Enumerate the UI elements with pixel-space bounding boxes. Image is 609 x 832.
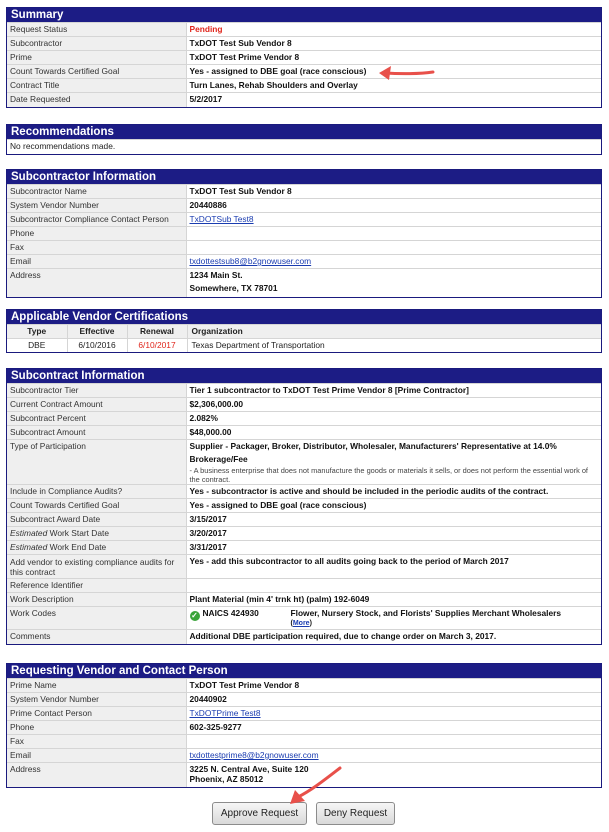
table-row: Subcontractor Compliance Contact Person TxDOTSub Test8 xyxy=(7,213,601,227)
summary-table xyxy=(7,22,601,107)
table-row: Phone 602-325-9277 xyxy=(7,721,601,735)
table-row: Subcontract Award Date 3/15/2017 xyxy=(7,513,601,527)
sub-contact-link[interactable]: TxDOTSub Test8 xyxy=(189,214,254,224)
table-row: Add vendor to existing compliance audits for this contract Yes - add this subcontractor to all audits going back to the period of March 2017 xyxy=(7,555,601,579)
subcontract-info-title: Subcontract Information xyxy=(7,369,601,383)
status-badge: Pending xyxy=(186,23,601,37)
more-link[interactable]: More xyxy=(292,620,310,627)
subcontractor-info-title: Subcontractor Information xyxy=(7,170,601,184)
requesting-vendor-title: Requesting Vendor and Contact Person xyxy=(7,664,601,678)
recommendations-section xyxy=(6,124,602,155)
table-row: Include in Compliance Audits? Yes - subcontractor is active and should be included in the periodic audits of the contract. xyxy=(7,485,601,499)
table-row: Request Status Pending xyxy=(7,23,601,37)
table-row: Prime TxDOT Test Prime Vendor 8 xyxy=(7,51,601,65)
recommendations-title: Recommendations xyxy=(7,125,601,139)
table-row: Email txdottestsub8@b2gnowuser.com xyxy=(7,255,601,269)
table-row: System Vendor Number 20440902 xyxy=(7,693,601,707)
subcontract-info-section xyxy=(6,368,602,645)
table-row: Subcontractor TxDOT Test Sub Vendor 8 xyxy=(7,37,601,51)
table-row: Comments Additional DBE participation required, due to change order on March 3, 2017. xyxy=(7,630,601,644)
table-row: Work Description Plant Material (min 4' trnk ht) (palm) 192-6049 xyxy=(7,593,601,607)
certifications-section xyxy=(6,309,602,353)
table-row: Subcontractor Name TxDOT Test Sub Vendor 8 xyxy=(7,185,601,199)
summary-section xyxy=(6,7,602,108)
table-row: Count Towards Certified Goal Yes - assigned to DBE goal (race conscious) xyxy=(7,499,601,513)
table-row: Contract Title Turn Lanes, Rehab Shoulders and Overlay xyxy=(7,79,601,93)
check-circle-icon: ✓ xyxy=(191,611,198,620)
table-row: Count Towards Certified Goal Yes - assigned to DBE goal (race conscious) xyxy=(7,65,601,79)
table-row: Work Codes ✓ NAICS 424930 Flower, Nursery Stock, and Florists' Supplies Merchant Wholesalers (More) xyxy=(7,607,601,630)
table-row: DBE 6/10/2016 6/10/2017 Texas Department of Transportation xyxy=(7,339,601,353)
table-header-row: Type Effective Renewal Organization xyxy=(7,325,601,339)
table-row: Phone xyxy=(7,227,601,241)
table-row: Address 3225 N. Central Ave, Suite 120 Phoenix, AZ 85012 xyxy=(7,763,601,787)
table-row: Date Requested 5/2/2017 xyxy=(7,93,601,107)
certifications-title: Applicable Vendor Certifications xyxy=(7,310,601,324)
prime-email-link[interactable]: txdottestprime8@b2gnowuser.com xyxy=(189,750,319,760)
table-row: Prime Name TxDOT Test Prime Vendor 8 xyxy=(7,679,601,693)
table-row: Current Contract Amount $2,306,000.00 xyxy=(7,398,601,412)
table-row: Subcontractor Tier Tier 1 subcontractor to TxDOT Test Prime Vendor 8 [Prime Contractor] xyxy=(7,384,601,398)
naics-code: NAICS 424930 xyxy=(202,608,259,618)
table-row: Fax xyxy=(7,241,601,255)
table-row: Address 1234 Main St. Somewhere, TX 78701 xyxy=(7,269,601,297)
sub-email-link[interactable]: txdottestsub8@b2gnowuser.com xyxy=(189,256,312,266)
table-row: Email txdottestprime8@b2gnowuser.com xyxy=(7,749,601,763)
recommendations-text: No recommendations made. xyxy=(7,140,601,154)
table-row: System Vendor Number 20440886 xyxy=(7,199,601,213)
table-row: Prime Contact Person TxDOTPrime Test8 xyxy=(7,707,601,721)
naics-description: Flower, Nursery Stock, and Florists' Supplies Merchant Wholesalers xyxy=(290,608,562,618)
table-row: Estimated Work Start Date 3/20/2017 xyxy=(7,527,601,541)
table-row: Subcontract Amount $48,000.00 xyxy=(7,426,601,440)
table-row: Subcontract Percent 2.082% xyxy=(7,412,601,426)
table-row: Type of Participation Supplier - Packager, Broker, Distributor, Wholesaler, Manufacturers' Representative at 14.0% Brokerage/Fee - A business enterprise that does not manufacture the goods or materials it sells, or does not perform the essential work of the contract. xyxy=(7,440,601,485)
table-row: Fax xyxy=(7,735,601,749)
requesting-vendor-section xyxy=(6,663,602,788)
table-row: Reference Identifier xyxy=(7,579,601,593)
subcontractor-info-section xyxy=(6,169,602,298)
prime-contact-link[interactable]: TxDOTPrime Test8 xyxy=(189,708,261,718)
deny-request-button[interactable]: Deny Request xyxy=(316,802,395,825)
table-row: Estimated Work End Date 3/31/2017 xyxy=(7,541,601,555)
approve-request-button[interactable]: Approve Request xyxy=(212,802,307,825)
summary-title: Summary xyxy=(7,8,601,22)
